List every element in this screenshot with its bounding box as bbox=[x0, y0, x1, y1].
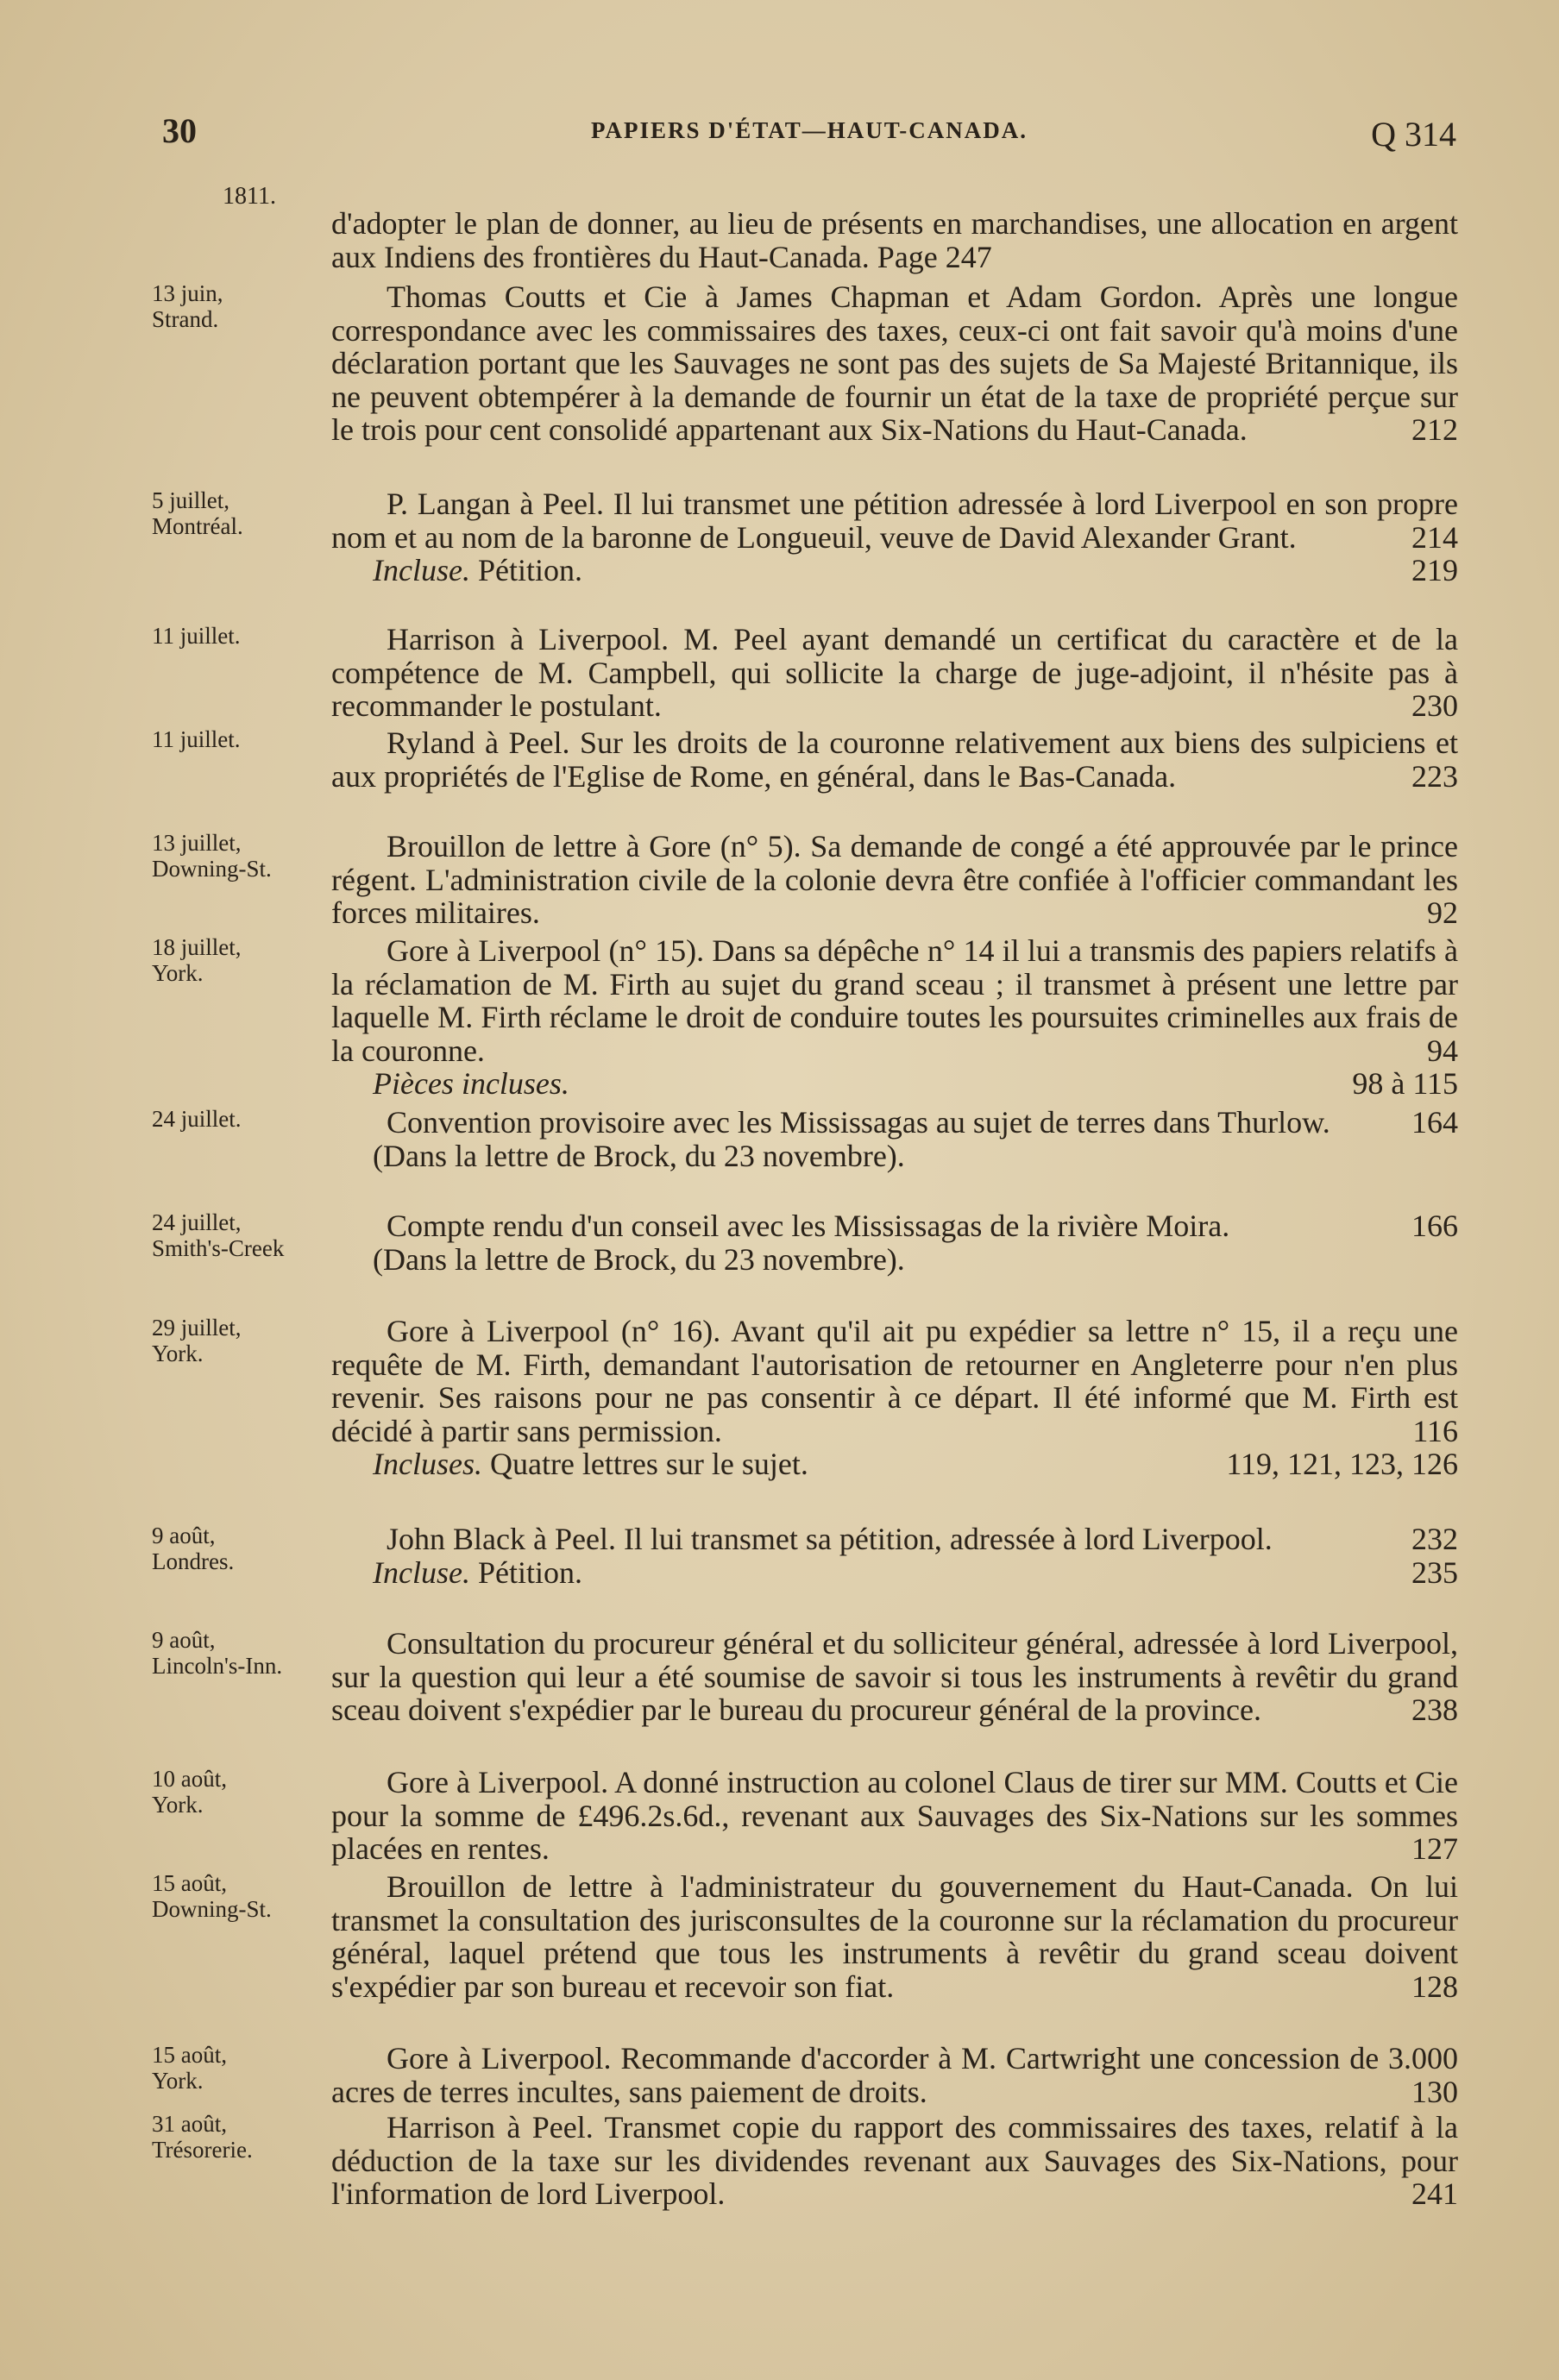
entry-body bbox=[331, 2042, 1458, 2108]
page-reference: 98 à 115 bbox=[1352, 1066, 1458, 1101]
enclosure-text: Pétition. bbox=[477, 553, 582, 587]
entry-text: John Black à Peel. Il lui transmet sa pétition, adressée à lord Liverpool. bbox=[387, 1522, 1273, 1556]
entry-date: 24 juillet, Smith's-Creek bbox=[152, 1209, 285, 1261]
page-reference: 230 bbox=[1411, 688, 1458, 723]
entry-date: 13 juin, Strand. bbox=[152, 280, 223, 332]
entry-text: Gore à Liverpool (n° 15). Dans sa dépêche n° 14 il lui a transmis des papiers relatifs à la réclamation de M. Firth au sujet du grand sceau ; il transmet à présent une lettre par laquelle M. Firth réclame le droit de conduire toutes les poursuites criminelles aux frais de la couronne. bbox=[331, 933, 1458, 1068]
entry-text: Consultation du procureur général et du solliciteur général, adressée à lord Liverpool, sur la question qui leur a été soumise de savoir si tous les instruments à revêtir du grand sceau doivent s'expédier par le bureau du procureur général de la province. bbox=[331, 1626, 1458, 1727]
page-reference: 127 bbox=[1411, 1831, 1458, 1866]
entry-date: 31 août, Trésorerie. bbox=[152, 2111, 253, 2163]
entry-text: Harrison à Peel. Transmet copie du rapport des commissaires des taxes, relatif à la déduction de la taxe sur les dividendes revenant aux Sauvages des Six-Nations, pour l'information de lord Liverpool. bbox=[331, 2110, 1458, 2211]
enclosure-label: Incluse. bbox=[373, 553, 470, 587]
archive-reference: Q 314 bbox=[1371, 115, 1456, 154]
entry-body bbox=[331, 1523, 1458, 1589]
entry-date: 15 août, Downing-St. bbox=[152, 1870, 272, 1922]
entry-text: Harrison à Liverpool. M. Peel ayant demandé un certificat du caractère et de la compétence de M. Campbell, qui sollicite la charge de juge-adjoint, il n'hésite pas à recommander le postulant. bbox=[331, 622, 1458, 723]
year-heading: 1811. bbox=[223, 183, 276, 210]
entry-text: P. Langan à Peel. Il lui transmet une pétition adressée à lord Liverpool en son propre nom et au nom de la baronne de Longueuil, veuve de David Alexander Grant. bbox=[331, 487, 1458, 555]
page-reference: 238 bbox=[1411, 1692, 1458, 1727]
page-reference: 223 bbox=[1411, 758, 1458, 794]
page-reference: 116 bbox=[1412, 1413, 1458, 1448]
entry-body bbox=[331, 487, 1458, 587]
entry-text: Gore à Liverpool (n° 16). Avant qu'il ait pu expédier sa lettre n° 15, il a reçu une requête de M. Firth, demandant l'autorisation de retourner en Angleterre pour n'en plus revenir. Ses raisons pour ne pas consentir à ce départ. Il été informé que M. Firth est décidé à partir sans permission. bbox=[331, 1314, 1458, 1448]
entry-note: (Dans la lettre de Brock, du 23 novembre). bbox=[373, 1241, 905, 1277]
page-reference: 235 bbox=[1411, 1554, 1458, 1590]
page-header bbox=[162, 110, 1456, 162]
entry-body bbox=[331, 2111, 1458, 2211]
entry-text: Ryland à Peel. Sur les droits de la couronne relativement aux biens des sulpiciens et aux propriétés de l'Eglise de Rome, en général, dans le Bas-Canada. bbox=[331, 725, 1458, 794]
running-title: PAPIERS D'ÉTAT—HAUT-CANADA. bbox=[590, 117, 1028, 143]
enclosure-label: Incluse. bbox=[373, 1554, 470, 1590]
entry-body bbox=[331, 830, 1458, 930]
entry-body bbox=[331, 1870, 1458, 2003]
page-reference: 119, 121, 123, 126 bbox=[1226, 1447, 1458, 1481]
entry-date: 15 août, York. bbox=[152, 2042, 227, 2094]
page-reference: 164 bbox=[1411, 1105, 1458, 1140]
entry-text: Gore à Liverpool. Recommande d'accorder à M. Cartwright une concession de 3.000 acres de terres incultes, sans paiement de droits. bbox=[331, 2041, 1458, 2109]
page-reference: 166 bbox=[1411, 1209, 1458, 1243]
entry-date: 11 juillet. bbox=[152, 623, 241, 649]
entry-body bbox=[331, 1209, 1458, 1276]
entry-text: Thomas Coutts et Cie à James Chapman et Adam Gordon. Après une longue correspondance avec les commissaires des taxes, ceux-ci ont fait savoir qu'à moins d'une déclaration portant que les Sauvages ne sont pas des sujets de Sa Majesté Britannique, ils ne peuvent obtempérer à la demande de fournir un état de la taxe de propriété perçue sur le trois pour cent consolidé appartenant aux Six-Nations du Haut-Canada. bbox=[331, 279, 1458, 447]
page-reference: 128 bbox=[1411, 1969, 1458, 2004]
page-reference: 232 bbox=[1411, 1522, 1458, 1556]
page-reference: 130 bbox=[1411, 2074, 1458, 2109]
enclosure-text: Pétition. bbox=[477, 1554, 582, 1590]
entry-date: 13 juillet, Downing-St. bbox=[152, 830, 272, 882]
page-reference: 212 bbox=[1411, 412, 1458, 447]
entry-date: 9 août, Londres. bbox=[152, 1523, 235, 1574]
entry-note: (Dans la lettre de Brock, du 23 novembre). bbox=[373, 1138, 905, 1173]
entry-date: 10 août, York. bbox=[152, 1766, 227, 1818]
entry-body bbox=[331, 726, 1458, 793]
entry-text: Gore à Liverpool. A donné instruction au colonel Claus de tirer sur MM. Coutts et Cie pour la somme de £496.2s.6d., revenant aux Sauvages des Six-Nations sur les sommes placées en rentes. bbox=[331, 1765, 1458, 1866]
entry-text: Brouillon de lettre à l'administrateur du gouvernement du Haut-Canada. On lui transmet la consultation des jurisconsultes de la couronne sur la réclamation du procureur général, laquel prétend que tous les instruments à revêtir du grand sceau doivent s'expédier par son bureau et recevoir son fiat. bbox=[331, 1869, 1458, 2004]
entry-body bbox=[331, 1766, 1458, 1866]
entry-date: 11 juillet. bbox=[152, 726, 241, 752]
entry-date: 24 juillet. bbox=[152, 1106, 242, 1132]
entry-body bbox=[331, 1106, 1458, 1172]
entry-body bbox=[331, 1315, 1458, 1481]
page-reference: 92 bbox=[1427, 895, 1458, 930]
entry-date: 5 juillet, Montréal. bbox=[152, 487, 243, 539]
entry-date: 29 juillet, York. bbox=[152, 1315, 242, 1366]
entry-text: Convention provisoire avec les Mississagas au sujet de terres dans Thurlow. bbox=[387, 1105, 1330, 1140]
entry-body bbox=[331, 280, 1458, 447]
entry-body bbox=[331, 207, 1458, 273]
page-number: 30 bbox=[162, 111, 197, 150]
enclosure-text: Quatre lettres sur le sujet. bbox=[489, 1447, 808, 1481]
page-reference: 219 bbox=[1411, 553, 1458, 587]
page-reference: 214 bbox=[1411, 519, 1458, 555]
entry-text: d'adopter le plan de donner, au lieu de présents en marchandises, une allocation en argent aux Indiens des frontières du Haut-Canada. Page 247 bbox=[331, 206, 1458, 274]
entry-body bbox=[331, 623, 1458, 723]
entry-date: 18 juillet, York. bbox=[152, 934, 242, 986]
entry-body bbox=[331, 1627, 1458, 1727]
page-reference: 94 bbox=[1427, 1033, 1458, 1068]
entry-text: Brouillon de lettre à Gore (n° 5). Sa demande de congé a été approuvée par le prince régent. L'administration civile de la colonie devra être confiée à l'officier commandant les forces militaires. bbox=[331, 829, 1458, 930]
entry-body bbox=[331, 934, 1458, 1101]
page-reference: 241 bbox=[1411, 2176, 1458, 2211]
enclosure-label: Pièces incluses. bbox=[373, 1066, 569, 1101]
enclosure-label: Incluses. bbox=[373, 1447, 482, 1481]
entry-date: 9 août, Lincoln's-Inn. bbox=[152, 1627, 283, 1679]
entry-text: Compte rendu d'un conseil avec les Mississagas de la rivière Moira. bbox=[387, 1209, 1230, 1243]
